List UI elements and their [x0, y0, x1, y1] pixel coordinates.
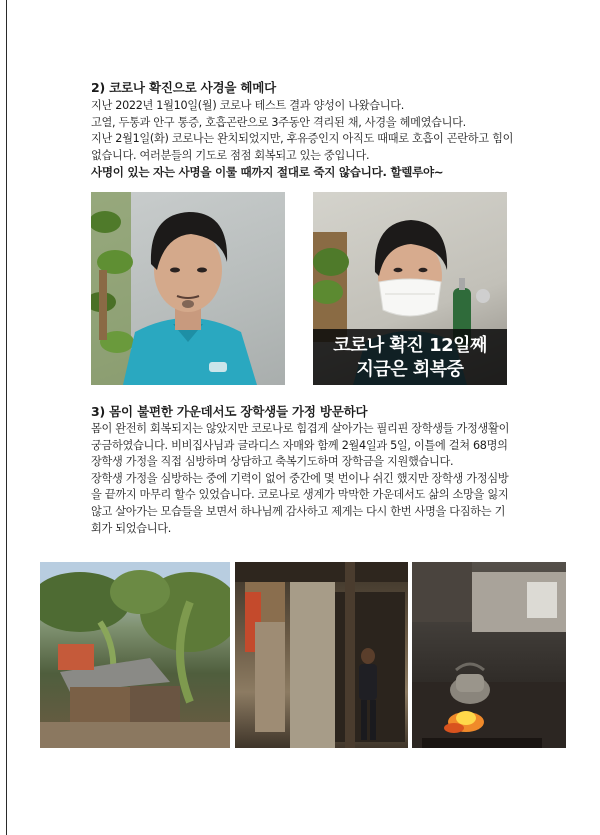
section-3-heading: 3) 몸이 불편한 가운데서도 장학생들 가정 방문하다	[91, 404, 368, 419]
section-2-line-1: 지난 2022년 1월10일(월) 코로나 테스트 결과 양성이 나왔습니다.	[91, 99, 405, 112]
photo-caption-overlay	[313, 329, 507, 385]
page-edge-line	[6, 0, 7, 835]
section-2-bold-line: 사명이 있는 자는 사명을 이룰 때까지 절대로 죽지 않습니다. 할렐루야~	[91, 165, 444, 180]
house-exterior-photo	[40, 562, 230, 748]
house-interior-doorway-drawing	[235, 562, 408, 748]
section-2-line-3: 지난 2월1일(화) 코로나는 완치되었지만, 후유증인지 아직도 때때로 호흡이 곤란하고 힘이 없습니다. 여러분들의 기도로 점점 회복되고 있는 중입니다.	[91, 132, 514, 162]
section-2-heading: 2) 코로나 확진으로 사경을 헤메다	[91, 80, 276, 95]
caption-line-1: 코로나 확진 12일째	[333, 335, 487, 356]
section-3-paragraph-2: 장학생 가정을 심방하는 중에 기력이 없어 중간에 몇 번이나 쉬긴 했지만 장학생 가정심방을 끝까지 마무리 할수 있었습니다. 코로나로 생계가 막막한 가운데서도 삶의 소망을 잃지 않고 살아가는 모습들을 보면서 하나님께 감사하고 제게는 다시 한번 사명을 다짐하는 기회가 되었습니다.	[91, 471, 509, 535]
kitchen-fire-kettle-photo	[412, 562, 566, 748]
caption-line-2: 지금은 회복중	[356, 359, 464, 380]
house-interior-doorway-photo	[235, 562, 408, 748]
selfie-photo-teal-shirt	[91, 192, 285, 385]
selfie-photo-masked	[313, 192, 507, 385]
section-2-body	[91, 98, 515, 181]
kitchen-fire-kettle-drawing	[412, 562, 566, 748]
section-3-body	[91, 421, 515, 537]
selfie-photo-teal-shirt-drawing	[91, 192, 285, 385]
house-exterior-drawing	[40, 562, 230, 748]
section-2-line-2: 고열, 두통과 안구 통증, 호흡곤란으로 3주동안 격리된 채, 사경을 헤메였습니다.	[91, 115, 466, 129]
section-3-paragraph-1: 몸이 완전히 회복되지는 않았지만 코로나로 힘겹게 살아가는 필리핀 장학생들 가정생활이 궁금하였습니다. 비비집사님과 글라디스 자매와 함께 2월4일과 5일, 이틀에 걸쳐 68명의 장학생 가정을 직접 심방하며 상담하고 축복기도하며 장학금을 지원했습니다.	[91, 422, 510, 469]
